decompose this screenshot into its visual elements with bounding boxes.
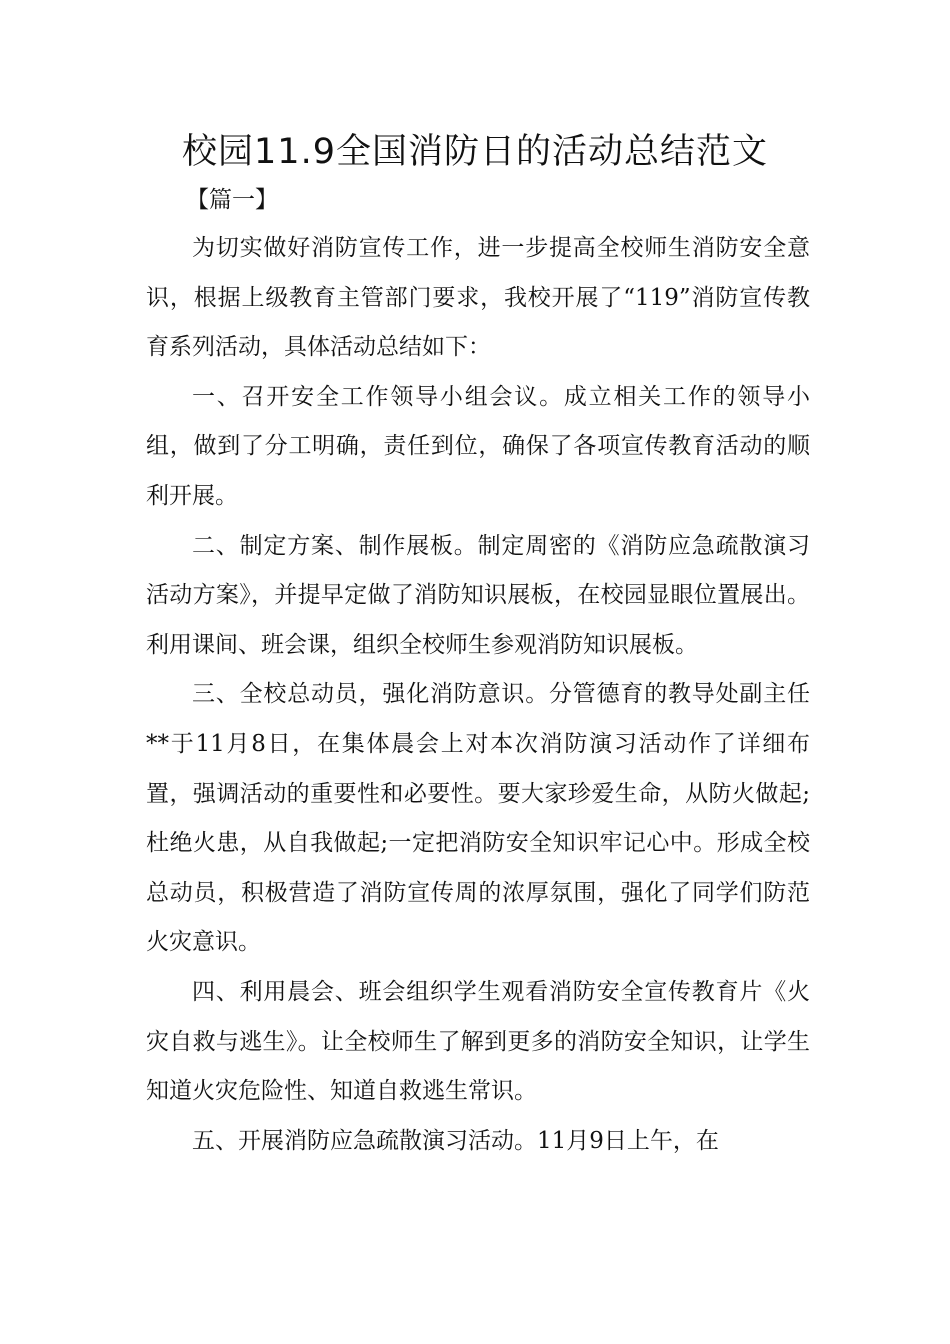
paragraph-item-1: 一、召开安全工作领导小组会议。成立相关工作的领导小组，做到了分工明确，责任到位，确保了各项宣传教育活动的顺利开展。 (146, 383, 810, 509)
paragraph-item-3: 三、全校总动员，强化消防意识。分管德育的教导处副主任**于11月8日，在集体晨会上对本次消防演习活动作了详细布置，强调活动的重要性和必要性。要大家珍爱生命，从防火做起;杜绝火患，从自我做起;一定把消防安全知识牢记心中。形成全校总动员，积极营造了消防宣传周的浓厚氛围，强化了同学们防范火灾意识。 (146, 681, 810, 956)
document-body (146, 224, 810, 1166)
paragraph-item-4: 四、利用晨会、班会组织学生观看消防安全宣传教育片《火灾自救与逃生》。让全校师生了解到更多的消防安全知识，让学生知道火灾危险性、知道自救逃生常识。 (146, 978, 810, 1105)
paragraph-item-5: 五、开展消防应急疏散演习活动。11月9日上午，在 (192, 1127, 719, 1154)
document-title: 校园11.9全国消防日的活动总结范文 (182, 132, 768, 172)
section-label: 【篇一】 (186, 187, 278, 213)
paragraph-item-2: 二、制定方案、制作展板。制定周密的《消防应急疏散演习活动方案》，并提早定做了消防知识展板，在校园显眼位置展出。利用课间、班会课，组织全校师生参观消防知识展板。 (146, 532, 810, 658)
paragraph-intro: 为切实做好消防宣传工作，进一步提高全校师生消防安全意识，根据上级教育主管部门要求，我校开展了“119”消防宣传教育系列活动，具体活动总结如下： (146, 235, 810, 361)
